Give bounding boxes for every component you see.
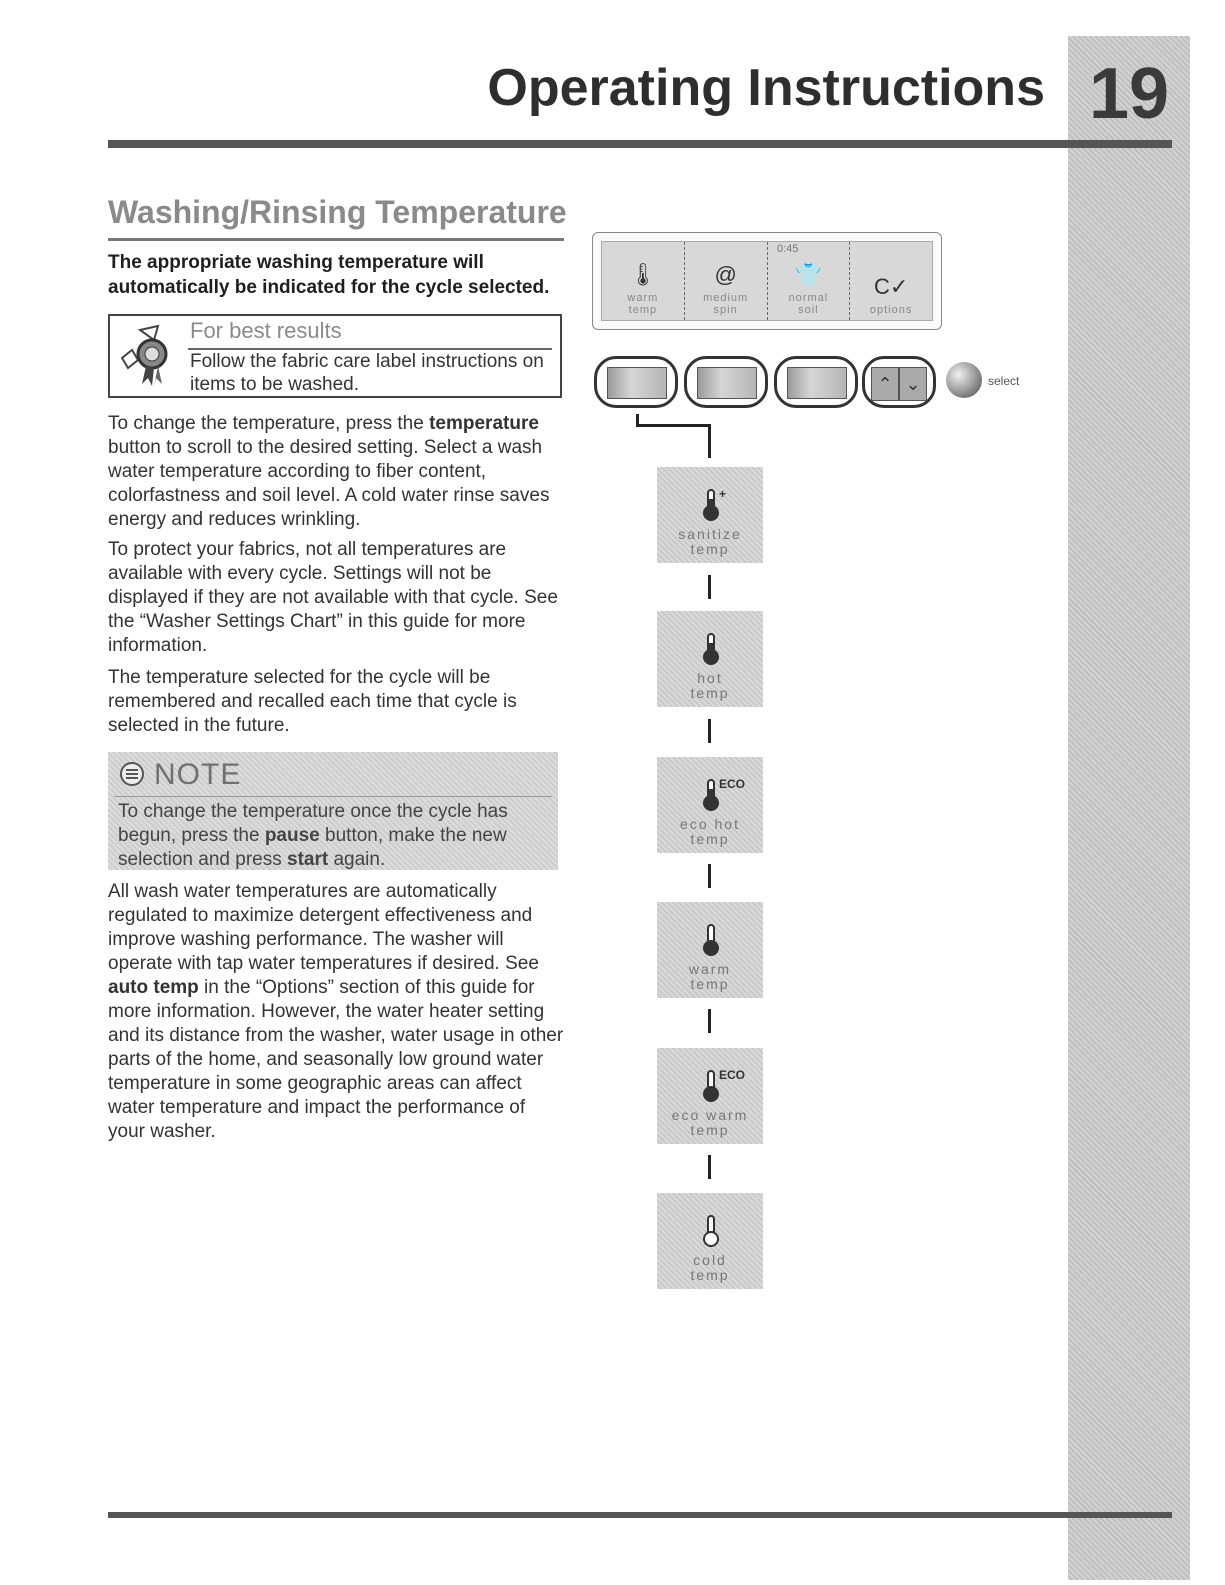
soil-button[interactable] — [774, 356, 858, 408]
best-results-box — [108, 314, 562, 398]
display-screen — [601, 241, 933, 321]
time-readout: 0:45 — [777, 243, 799, 255]
paragraph-auto-regulated: All wash water temperatures are automatically regulated to maximize detergent effectiveness and improve washing performance. The washer will operate with tap water temperatures if desired. See auto temp in the “Options” section of this guide for more information. However, the water heater setting and its distance from the washer, water usage in other parts of the home, and seasonally low ground water temperature in some geographic areas can affect water temperature and impact the performance of your washer. — [108, 881, 564, 1142]
start-keyword: start — [287, 849, 329, 870]
spin-button[interactable] — [684, 356, 768, 408]
connector-line — [636, 424, 710, 427]
pause-keyword: pause — [264, 825, 320, 846]
select-knob[interactable] — [946, 362, 982, 398]
note-rule — [114, 796, 552, 797]
paragraph-change-temperature: To change the temperature, press the temperature button to scroll to the desired setting. Select a wash water temperature according to fiber content, colorfastness and soil level. A cold water rinse saves energy and reduces wrinkling. — [108, 413, 550, 530]
section-underline — [108, 238, 564, 241]
temp-tile-sanitize: + sanitize temp — [657, 467, 763, 563]
section-title: Washing/Rinsing Temperature — [108, 194, 567, 230]
arrow-up-button[interactable]: ⌃ — [871, 367, 899, 401]
ribbon-award-icon — [118, 320, 182, 392]
thermometer-icon: ECO — [705, 1070, 715, 1102]
connector-line — [708, 719, 711, 743]
page-side-tab — [1068, 36, 1190, 1580]
best-results-text: Follow the fabric care label instructions on items to be washed. — [190, 351, 544, 395]
arrow-down-button[interactable]: ⌄ — [899, 367, 927, 401]
temperature-keyword: temperature — [429, 413, 539, 434]
header-rule — [108, 140, 1172, 148]
note-icon — [120, 762, 144, 786]
display-cell-soil: 👕 normal soil — [768, 242, 851, 320]
control-button-row — [594, 356, 1034, 412]
temp-tile-eco-warm: ECO eco warm temp — [657, 1048, 763, 1144]
best-results-title: For best results — [190, 318, 342, 343]
temp-tile-eco-hot: ECO eco hot temp — [657, 757, 763, 853]
note-text: To change the temperature once the cycle has begun, press the pause button, make the new selection and press start again. — [118, 801, 508, 870]
display-cell-options: C✓ options — [869, 274, 913, 316]
select-label: select — [988, 374, 1020, 388]
connector-line — [708, 575, 711, 599]
shirt-icon: 👕 — [794, 262, 823, 287]
thermometer-icon — [705, 1215, 715, 1247]
options-icon: C✓ — [873, 274, 909, 299]
section-intro: The appropriate washing temperature will automatically be indicated for the cycle selected. — [108, 252, 550, 298]
page-title: Operating Instructions — [487, 59, 1045, 117]
temp-tile-cold: cold temp — [657, 1193, 763, 1289]
thermometer-icon: + — [705, 489, 715, 521]
note-title: NOTE — [154, 758, 242, 791]
paragraph-remembered: The temperature selected for the cycle will be remembered and recalled each time that cycle is selected in the future. — [108, 667, 517, 736]
auto-temp-keyword: auto temp — [108, 977, 199, 998]
option-arrows — [862, 356, 936, 408]
paragraph-protect-fabrics: To protect your fabrics, not all temperatures are available with every cycle. Settings will not be displayed if they are not available with that cycle. See the “Washer Settings Chart” in this guide for more information. — [108, 539, 558, 656]
display-cell-temp: 🌡 warm temp — [602, 242, 685, 320]
footer-rule — [108, 1512, 1172, 1518]
thermometer-icon — [705, 924, 715, 956]
connector-line — [708, 1155, 711, 1179]
connector-line — [708, 424, 711, 458]
temp-tile-hot: hot temp — [657, 611, 763, 707]
temp-tile-warm: warm temp — [657, 902, 763, 998]
page-number: 19 — [1088, 54, 1170, 134]
connector-line — [708, 864, 711, 888]
display-cell-spin: @ medium spin — [685, 242, 768, 320]
thermometer-icon — [705, 633, 715, 665]
connector-line — [708, 1009, 711, 1033]
temperature-button[interactable] — [594, 356, 678, 408]
thermometer-icon: ECO — [705, 779, 715, 811]
thermometer-icon: 🌡 — [628, 262, 657, 287]
note-box — [108, 752, 558, 870]
control-panel-display — [592, 232, 942, 330]
spin-icon: @ — [714, 262, 737, 287]
